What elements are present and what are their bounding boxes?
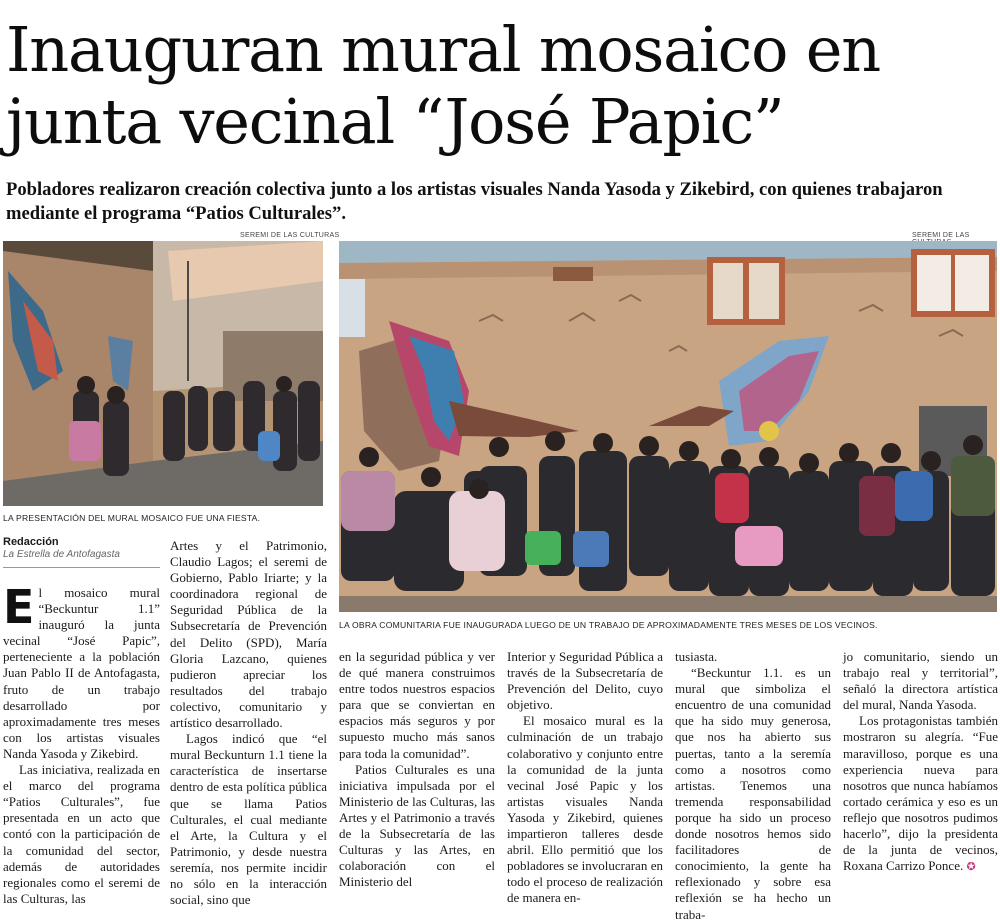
paragraph-7-wrapper bbox=[843, 713, 998, 875]
byline-outlet: La Estrella de Antofagasta bbox=[3, 549, 120, 560]
paragraph-5: El mosaico mural es la culminación de un trabajo colaborativo y conjunto entre la comunidad de la junta vecinal José Papic y los artistas visuales Nanda Yasoda y Zikebird, quienes impartieron talleres desde abril. Ello permitió que los pobladores se involucraran en todo el proceso de realización de manera en- bbox=[507, 713, 663, 906]
paragraph-4: Patios Culturales es una iniciativa impulsada por el Ministerio de las Culturas, las Artes y el Patrimonio a través de la Subsecretaría de las Culturas y las Artes, en colaboración con el Ministerio del bbox=[339, 761, 495, 890]
paragraph-5-continued: tusiasta. bbox=[675, 649, 718, 664]
paragraph-3-continued: en la seguridad pública y ver de qué manera construimos entre todos nuestros espacios para que se conviertan en espacios más seguros y por supuesto mucho más sanos para toda la comunidad”. bbox=[339, 649, 495, 761]
byline-rule bbox=[3, 567, 160, 568]
article-column-4 bbox=[507, 649, 663, 907]
photo-left bbox=[3, 241, 323, 506]
article-column-2 bbox=[170, 538, 327, 908]
paragraph-7: Los protagonistas también mostraron su alegría. “Fue maravilloso, porque es una experiencia nueva para nosotros que nunca habíamos cortado cerámica y eso es un reflejo que nosotros pudimos hacerlo”, dijo la presidenta de la junta de vecinos, Roxana Carrizo Ponce. bbox=[843, 713, 998, 874]
paragraph-3: Lagos indicó que “el mural Beckunturn 1.1 tiene la característica de insertarse dentro de esta política pública que se llama Patios Culturales, el cual mediante el Arte, la Cultura y el Patrimonio, y desde nuestra seremía, nos permite incidir no sólo en la interacción social, sino que bbox=[170, 731, 327, 908]
photo-right-credit: SEREMI DE LAS bbox=[912, 232, 970, 239]
article-lead-paragraph bbox=[3, 580, 160, 762]
article-column-3 bbox=[339, 649, 495, 890]
paragraph-6-continued: jo comunitario, siendo un trabajo real y territorial”, señaló la directora artística del mural, Nanda Yasoda. bbox=[843, 649, 998, 713]
end-mark-icon: ✪ bbox=[966, 861, 976, 874]
photo-right-caption: LA OBRA COMUNITARIA FUE INAUGURADA LUEGO DE UN TRABAJO DE APROXIMADAMENTE TRES MESES DE LOS VECINOS. bbox=[339, 620, 878, 630]
paragraph-2: Las iniciativa, realizada en el marco del programa “Patios Culturales”, fue presentada en un acto que contó con la participación de la comunidad del sector, además de autoridades regionales como el seremi de las Culturas, las bbox=[3, 762, 160, 906]
subheadline: Pobladores realizaron creación colectiva junto a los artistas visuales Nanda Yasoda y Zikebird, con quienes trabajaron mediante el programa “Patios Culturales”. bbox=[6, 179, 943, 224]
photo-left-caption: LA PRESENTACIÓN DEL MURAL MOSAICO FUE UNA FIESTA. bbox=[3, 513, 261, 523]
paragraph-6: “Beckuntur 1.1. es un mural que simboliza el encuentro de una comunidad que ha sido muy generosa, que nos ha abierto sus puertas, tanto a la seremía como a nosotros como artistas. Tenemos una tremenda responsabilidad porque ha sido un proceso donde nosotros hemos sido facilitadores de conocimiento, la gente ha reflexionado y sobre esa reflexión se ha hecho un traba- bbox=[675, 665, 831, 922]
byline-author: Redacción bbox=[3, 536, 59, 548]
photo-right bbox=[339, 241, 997, 612]
photo-left-credit: SEREMI DE LAS CULTURAS bbox=[240, 232, 340, 239]
drop-cap: E bbox=[3, 580, 35, 634]
paragraph-2-continued: Artes y el Patrimonio, Claudio Lagos; el seremi de Gobierno, Pablo Iriarte; y la coordinadora regional de Seguridad Pública de la Subsecretaría de Prevención del Delito (SPD), María Gloria Lazcano, quienes pudieron apreciar los resultados del trabajo colectivo, comunitario y artístico desarrollado. bbox=[170, 538, 327, 731]
article-column-1 bbox=[3, 580, 160, 907]
article-column-5 bbox=[675, 649, 831, 923]
paragraph-4-continued: Interior y Seguridad Pública a través de la Subsecretaría de Prevención del Delito, cuyo objetivo. bbox=[507, 649, 663, 713]
paragraph-1: l mosaico mural “Beckuntur 1.1” inauguró la junta vecinal “José Papic”, perteneciente a la población Juan Pablo II de Antofagasta, fruto de un trabajo desarrollado por aproximadamente tres meses con los artistas visuales Nanda Yasoda y Zikebird. bbox=[3, 585, 160, 761]
article-column-6 bbox=[843, 649, 998, 875]
headline: Inauguran mural mosaico en junta vecinal “José Papic” bbox=[6, 13, 880, 158]
byline bbox=[3, 536, 163, 560]
